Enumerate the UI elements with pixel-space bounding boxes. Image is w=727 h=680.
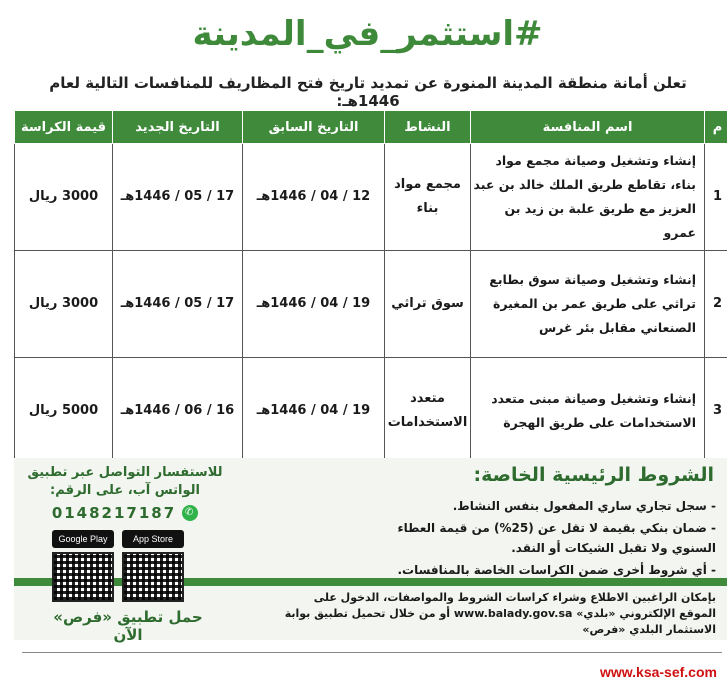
table-row <box>15 358 727 465</box>
header-name: اسم المنافسة <box>471 111 705 144</box>
table-row <box>15 251 727 358</box>
footer-note: بإمكان الراغبين الاطلاع وشراء كراسات الشروط والمواصفات، الدخول على الموقع الإلكتروني «بلدي» www.balady.gov.sa أو من خلال تحميل تطبيق بوابة الاستثمار البلدي «فرص» <box>284 591 716 636</box>
app-download-note: حمل تطبيق «فرص» الآن <box>53 608 203 644</box>
row-name: إنشاء وتشغيل وصيانة مبنى متعدد الاستخدامات على طريق الهجرة <box>471 358 705 465</box>
google-play-badge[interactable]: Google Play <box>52 530 114 548</box>
app-store-badge[interactable]: App Store <box>122 530 184 548</box>
contact-block <box>20 464 230 522</box>
row-name: إنشاء وتشغيل وصيانة سوق بطابع تراثي على طريق عمر بن المغيرة الصنعاني مقابل بئر غرس <box>471 251 705 358</box>
info-panel <box>14 458 727 644</box>
table-row <box>15 144 727 251</box>
row-activity: مجمع مواد بناء <box>385 144 471 251</box>
store-badges <box>52 530 184 548</box>
contact-line1: للاستفسار التواصل عبر تطبيق <box>27 465 223 480</box>
header-activity: النشاط <box>385 111 471 144</box>
contact-line2: الواتس آب، على الرقم: <box>50 483 200 498</box>
conditions-title: الشروط الرئيسية الخاصة: <box>473 464 714 486</box>
header-new-date: التاريخ الجديد <box>113 111 243 144</box>
table-header-row <box>15 111 727 144</box>
tenders-table <box>14 110 727 465</box>
row-prev-date: 19 / 04 / 1446هـ <box>243 358 385 465</box>
row-activity: سوق تراثي <box>385 251 471 358</box>
whatsapp-icon: ✆ <box>182 505 198 521</box>
header-num: م <box>705 111 727 144</box>
row-num: 2 <box>705 251 727 358</box>
qr-code-icon <box>122 552 184 602</box>
row-price: 5000 ريال <box>15 358 113 465</box>
row-prev-date: 12 / 04 / 1446هـ <box>243 144 385 251</box>
row-name: إنشاء وتشغيل وصيانة مجمع مواد بناء، تقاطع طريق الملك خالد بن عبد العزيز مع طريق علبة بن زيد بن عمرو <box>471 144 705 251</box>
phone-number[interactable]: 0148217187 <box>51 504 177 522</box>
row-price: 3000 ريال <box>15 251 113 358</box>
row-new-date: 17 / 05 / 1446هـ <box>113 251 243 358</box>
qr-code-icon <box>52 552 114 602</box>
row-num: 3 <box>705 358 727 465</box>
row-num: 1 <box>705 144 727 251</box>
row-activity: متعدد الاستخدامات <box>385 358 471 465</box>
row-new-date: 16 / 06 / 1446هـ <box>113 358 243 465</box>
header-prev-date: التاريخ السابق <box>243 111 385 144</box>
row-new-date: 17 / 05 / 1446هـ <box>113 144 243 251</box>
header-price: قيمة الكراسة <box>15 111 113 144</box>
qr-codes <box>52 552 184 602</box>
conditions-list <box>386 494 716 582</box>
tender-announcement <box>8 0 727 680</box>
condition-item: - أي شروط أخرى ضمن الكراسات الخاصة بالمنافسات. <box>397 563 716 577</box>
condition-item: - سجل تجاري ساري المفعول بنفس النشاط. <box>452 499 716 513</box>
bottom-divider <box>22 652 722 653</box>
hashtag-title: #استثمر_في_المدينة <box>192 14 543 54</box>
website-link[interactable]: www.ksa-sef.com <box>600 664 717 680</box>
row-price: 3000 ريال <box>15 144 113 251</box>
condition-item: - ضمان بنكي بقيمة لا تقل عن (25%) من قيمة العطاء السنوي ولا تقبل الشيكات أو النقد. <box>397 521 716 555</box>
phone-row <box>20 504 230 522</box>
row-prev-date: 19 / 04 / 1446هـ <box>243 251 385 358</box>
intro-text: تعلن أمانة منطقة المدينة المنورة عن تمديد تاريخ فتح المظاريف للمنافسات التالية لعام 1446هـ: <box>49 74 687 110</box>
